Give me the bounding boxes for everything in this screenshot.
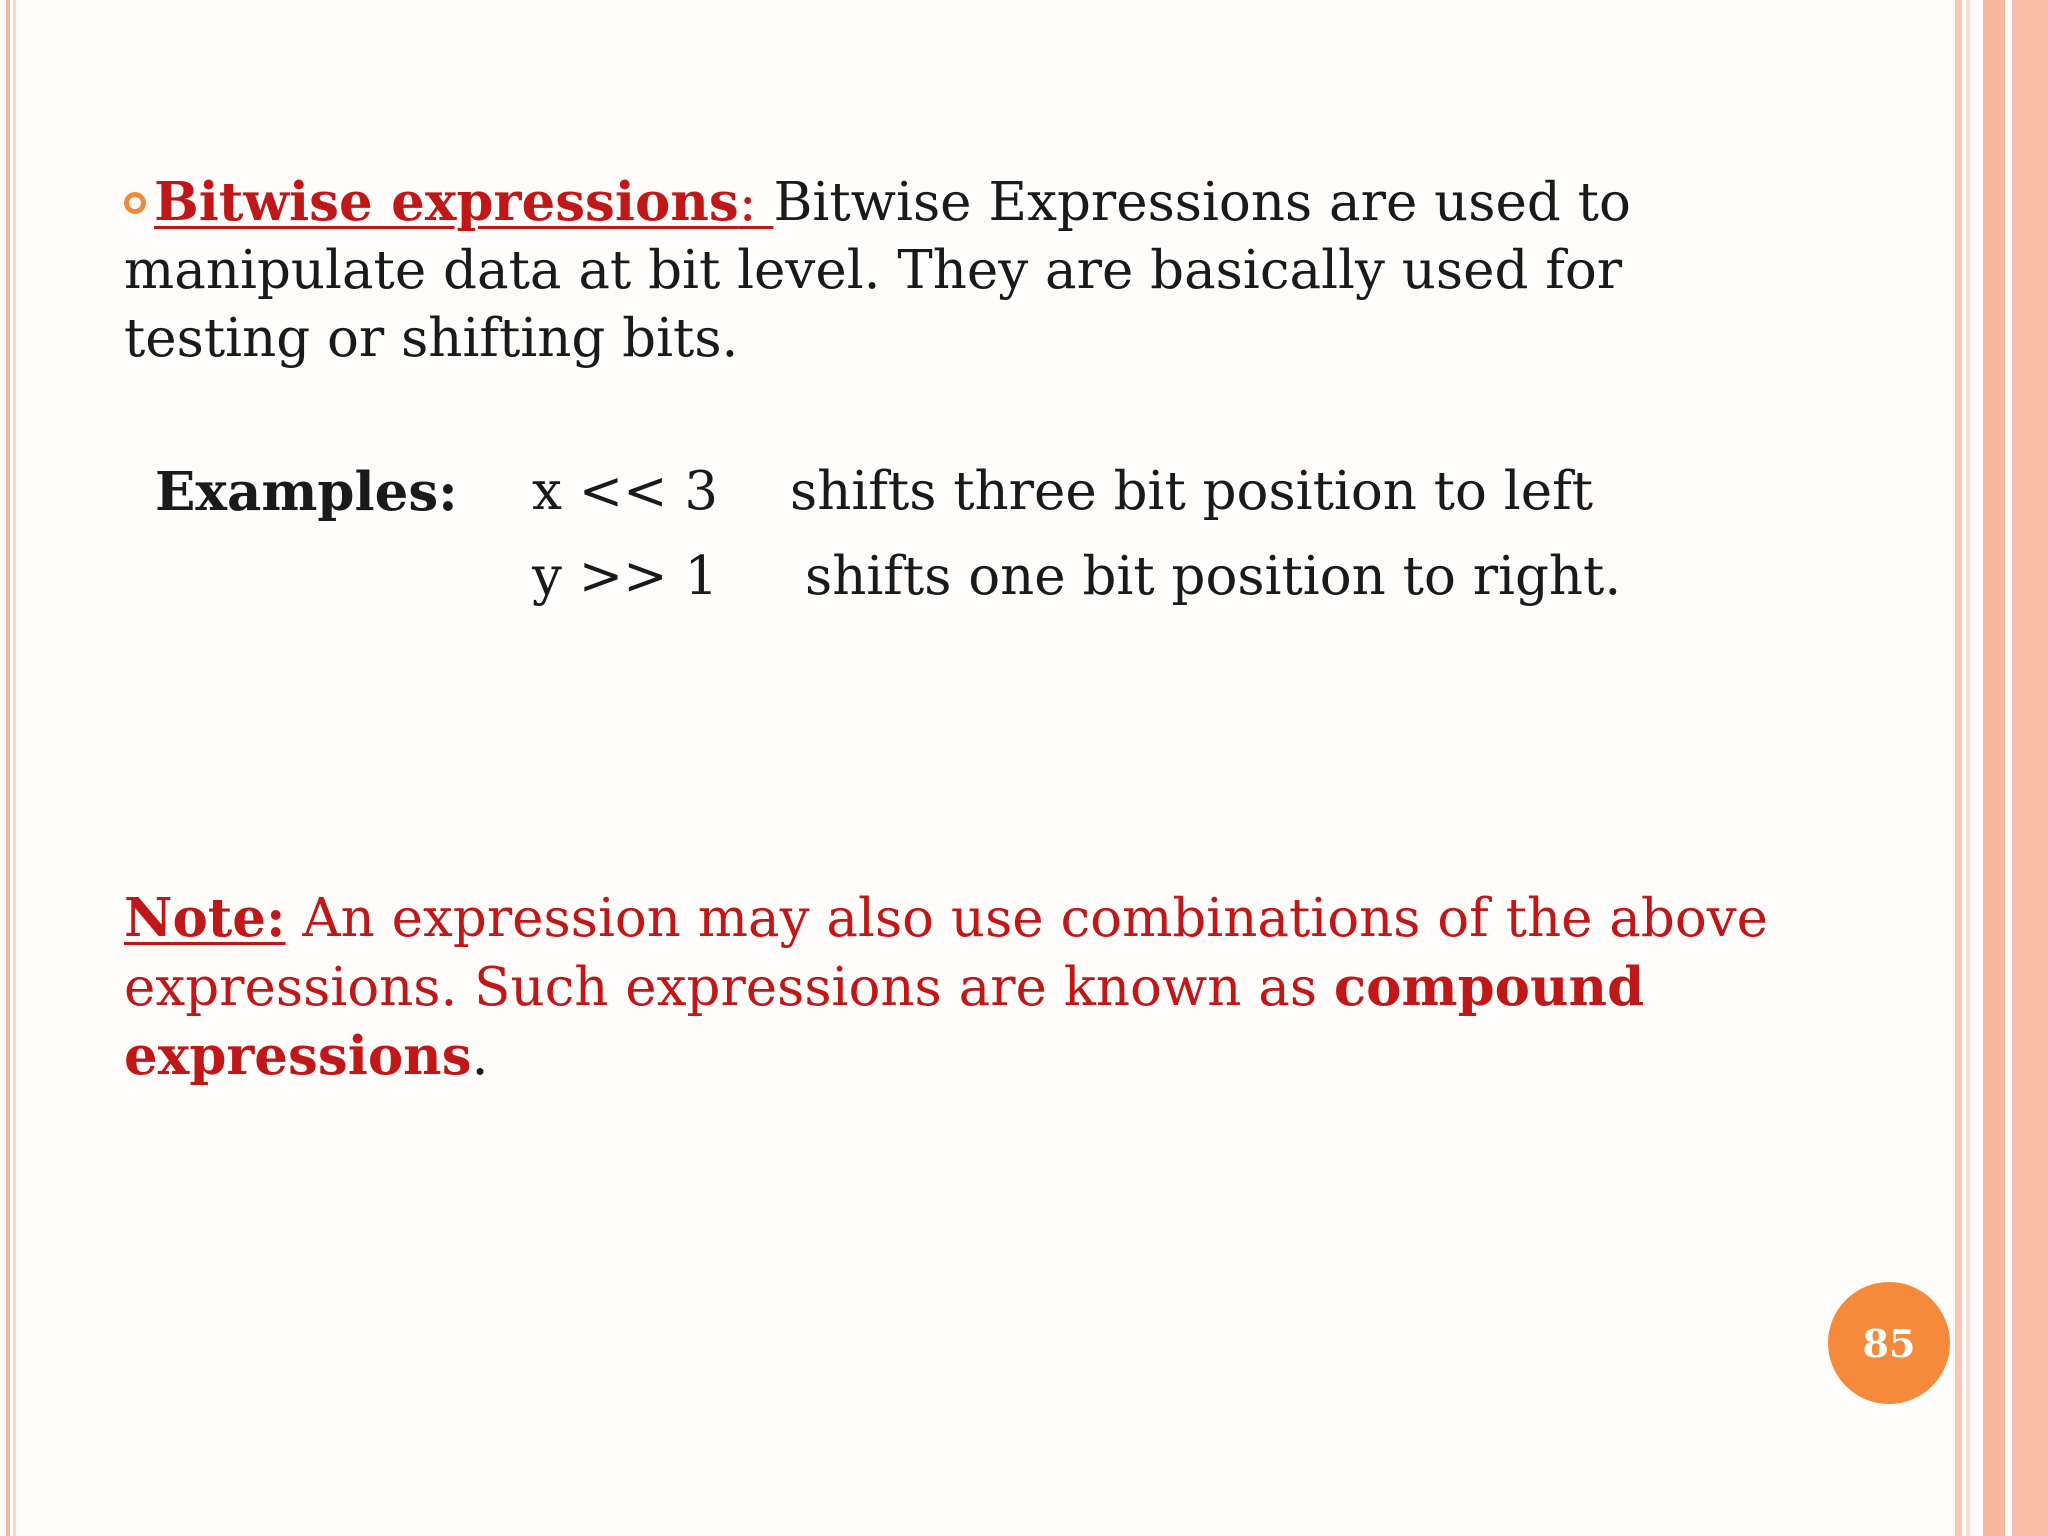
left-border-line xyxy=(6,0,10,1536)
bitwise-text-line1: Bitwise Expressions are used to xyxy=(773,172,1631,233)
example-code-2: y >> 1 xyxy=(532,546,719,607)
bitwise-text-rest: manipulate data at bit level. They are basically used for testing or shifting bits. xyxy=(124,240,1623,369)
example-desc-2: shifts one bit position to right. xyxy=(805,546,1622,607)
note-end: . xyxy=(471,1026,489,1087)
right-stripe-1 xyxy=(1955,0,1962,1536)
example-desc-1: shifts three bit position to left xyxy=(790,461,1594,522)
bitwise-colon: : xyxy=(738,172,774,233)
example-code-1: x << 3 xyxy=(532,461,719,522)
note-text: An expression may also use combinations of the above expressions. Such expressions are known as xyxy=(124,888,1769,1018)
right-stripe-3 xyxy=(1983,0,2005,1536)
bitwise-term: Bitwise expressions xyxy=(154,171,739,233)
note-label: Note: xyxy=(124,887,286,949)
note-paragraph xyxy=(124,884,1824,1091)
examples-label: Examples: xyxy=(155,461,458,523)
right-stripe-2 xyxy=(1966,0,1970,1536)
page-number-badge xyxy=(1828,1282,1950,1404)
bullet-circle-icon xyxy=(124,192,146,214)
bitwise-paragraph xyxy=(124,168,1824,373)
note-bold-term: compound expressions xyxy=(124,956,1645,1087)
right-stripe-4 xyxy=(2012,0,2048,1536)
page-number: 85 xyxy=(1862,1320,1916,1366)
left-border-line-inner xyxy=(13,0,16,1536)
